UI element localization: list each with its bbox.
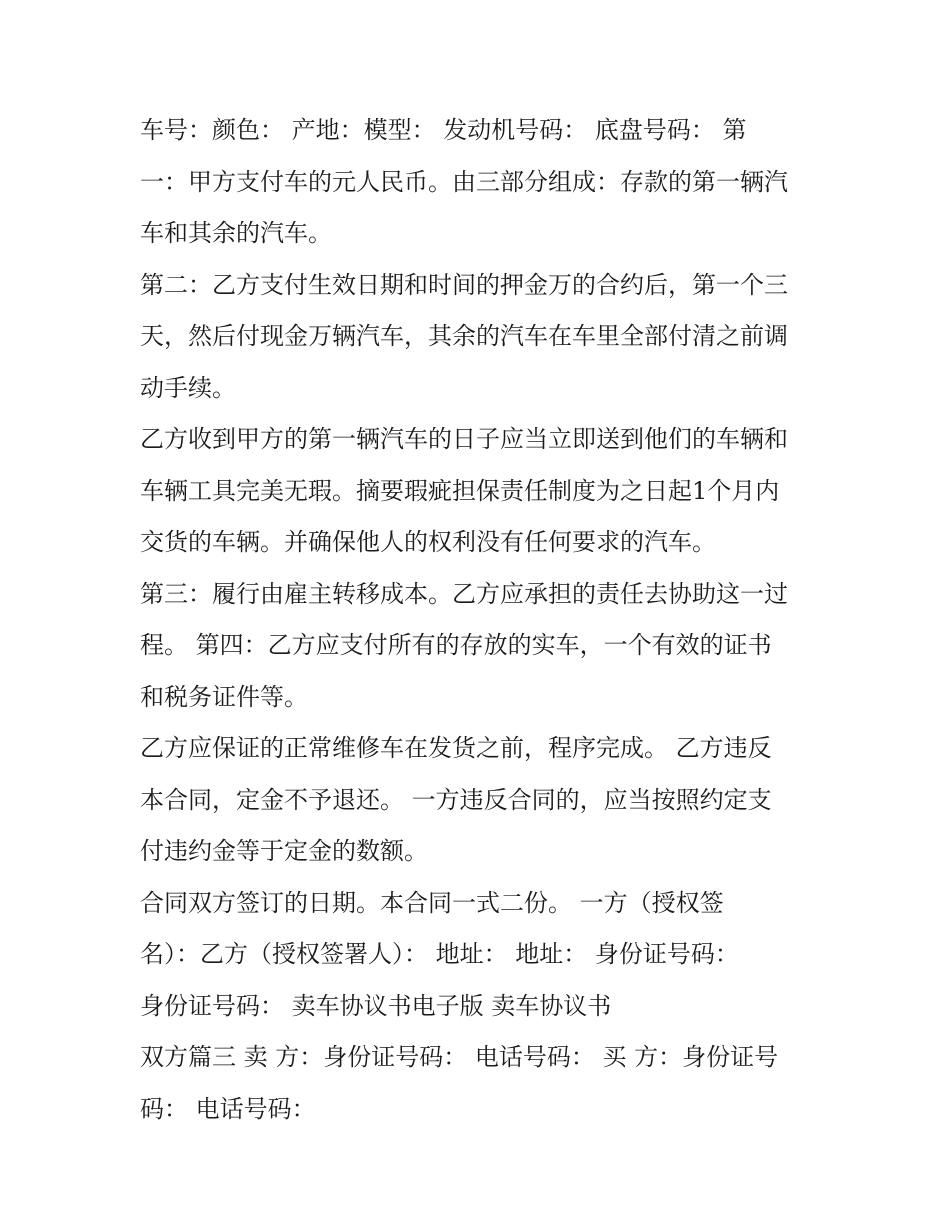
text-line: 车和其余的汽车。	[140, 219, 332, 247]
text-line: 程。 第四：乙方应支付所有的存放的实车，一个有效的证书	[140, 631, 772, 659]
text-line: 天，然后付现金万辆汽车，其余的汽车在车里全部付清之前调	[140, 322, 788, 350]
text-line: 乙方收到甲方的第一辆汽车的日子应当立即送到他们的车辆和	[140, 425, 788, 453]
text-line: 合同双方签订的日期。本合同一式二份。 一方（授权签	[140, 888, 724, 917]
text-line: 和税务证件等。	[140, 682, 308, 711]
text-line: 一：甲方支付车的元人民币。由三部分组成：存款的第一辆汽	[140, 167, 788, 196]
text-line: 车辆工具完美无瑕。摘要瑕疵担保责任制度为之日起1个月内	[140, 476, 780, 505]
text-line: 第三：履行由雇主转移成本。乙方应承担的责任去协助这一过	[140, 579, 788, 608]
text-line: 双方篇三 卖 方：身份证号码： 电话号码： 买 方：身份证号	[140, 1043, 779, 1071]
contract-body-text	[140, 105, 820, 1135]
text-line: 车号：颜色： 产地：模型： 发动机号码： 底盘号码： 第	[140, 116, 747, 144]
text-line: 交货的车辆。并确保他人的权利没有任何要求的汽车。	[140, 528, 716, 556]
text-line: 第二：乙方支付生效日期和时间的押金万的合约后，第一个三	[140, 270, 788, 299]
text-line: 名）：乙方（授权签署人）： 地址： 地址： 身份证号码：	[140, 940, 739, 968]
text-line: 付违约金等于定金的数额。	[140, 837, 428, 865]
text-line: 码： 电话号码：	[140, 1094, 316, 1123]
text-line: 动手续。	[140, 373, 236, 402]
text-line: 身份证号码： 卖车协议书电子版 卖车协议书	[140, 991, 612, 1020]
text-line: 乙方应保证的正常维修车在发货之前，程序完成。 乙方违反	[140, 734, 772, 762]
text-line: 本合同，定金不予退还。 一方违反合同的，应当按照约定支	[140, 785, 772, 814]
